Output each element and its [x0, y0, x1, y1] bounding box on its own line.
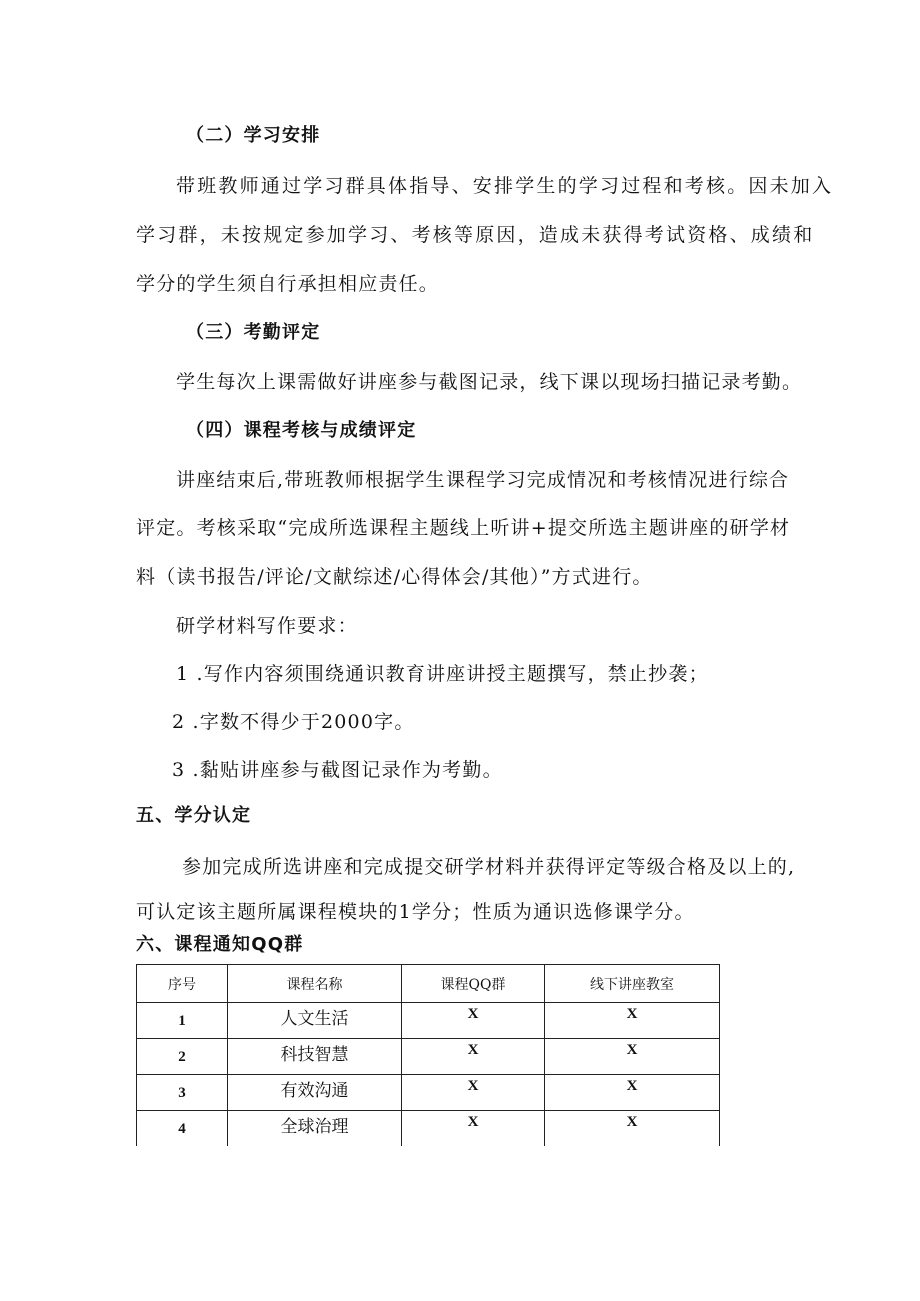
row-index: 1 [178, 1013, 186, 1029]
section-4-para-line-2: 评定。考核采取“完成所选课程主题线上听讲+提交所选主题讲座的研学材 [136, 517, 791, 539]
table-row [137, 1003, 720, 1039]
requirement-item-2: 2 .字数不得少于2000字。 [172, 711, 415, 733]
section-2-para-line-2: 学习群，未按规定参加学习、考核等原因，造成未获得考试资格、成绩和 [136, 224, 815, 246]
section-2-para-line-3: 学分的学生须自行承担相应责任。 [136, 273, 440, 295]
row-qq-group: X [467, 1042, 479, 1058]
header-qq-group: 课程QQ群 [402, 965, 545, 1003]
row-classroom: X [626, 1078, 638, 1094]
section-3-para: 学生每次上课需做好讲座参与截图记录，线下课以现场扫描记录考勤。 [176, 371, 803, 393]
header-classroom: 线下讲座教室 [545, 965, 720, 1003]
row-course-name: 人文生活 [280, 1009, 349, 1029]
qq-group-table [136, 964, 720, 1146]
header-course-name: 课程名称 [228, 965, 402, 1003]
section-5-para-line-1: 参加完成所选讲座和完成提交研学材料并获得评定等级合格及以上的, [182, 856, 796, 878]
row-qq-group: X [467, 1114, 479, 1130]
table-row [137, 1039, 720, 1075]
section-2-heading: （二）学习安排 [186, 125, 321, 146]
row-index: 4 [178, 1121, 186, 1137]
requirements-title: 研学材料写作要求： [176, 615, 358, 637]
section-4-para-line-3: 料（读书报告/评论/文献综述/心得体会/其他）”方式进行。 [136, 566, 653, 588]
section-5-para-line-2: 可认定该主题所属课程模块的1学分；性质为通识选修课学分。 [136, 901, 695, 923]
row-course-name: 全球治理 [280, 1117, 349, 1137]
section-6-heading: 六、课程通知QQ群 [136, 934, 304, 955]
row-qq-group: X [467, 1006, 479, 1022]
row-qq-group: X [467, 1078, 479, 1094]
section-4-para-line-1: 讲座结束后,带班教师根据学生课程学习完成情况和考核情况进行综合 [176, 469, 790, 491]
row-index: 2 [178, 1049, 186, 1065]
section-2-para-line-1: 带班教师通过学习群具体指导、安排学生的学习过程和考核。因未加入 [176, 175, 834, 197]
row-classroom: X [626, 1042, 638, 1058]
section-4-heading: （四）课程考核与成绩评定 [186, 420, 417, 441]
row-course-name: 有效沟通 [280, 1081, 349, 1101]
requirement-item-3: 3 .黏贴讲座参与截图记录作为考勤。 [172, 759, 503, 781]
row-classroom: X [626, 1114, 638, 1130]
row-classroom: X [626, 1006, 638, 1022]
section-5-heading: 五、学分认定 [136, 805, 252, 826]
requirement-item-1: 1 .写作内容须围绕通识教育讲座讲授主题撰写，禁止抄袭； [176, 663, 709, 685]
table-row [137, 1075, 720, 1111]
section-3-heading: （三）考勤评定 [186, 322, 321, 343]
row-course-name: 科技智慧 [280, 1045, 349, 1065]
table-row [137, 1111, 720, 1147]
header-index: 序号 [137, 965, 228, 1003]
table-header-row [137, 965, 720, 1003]
row-index: 3 [178, 1085, 186, 1101]
